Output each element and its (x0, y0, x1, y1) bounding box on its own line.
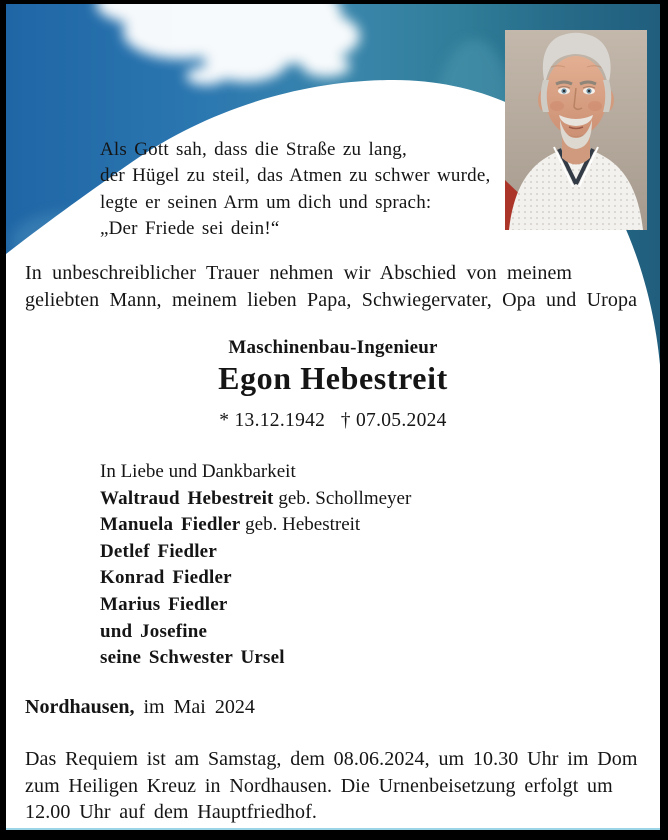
mourning-intro (25, 260, 637, 313)
family-line: Marius Fiedler (100, 593, 228, 615)
quote-line: der Hügel zu steil, das Atmen zu schwer wurde, (100, 165, 491, 187)
portrait-photo (505, 30, 647, 230)
family-line: Manuela Fiedler geb. Hebestreit (100, 514, 361, 536)
profession: Maschinenbau-Ingenieur (228, 337, 438, 358)
obituary-content (6, 4, 660, 830)
family-line: Detlef Fiedler (100, 540, 217, 562)
intro-line: In unbeschreiblicher Trauer nehmen wir Abschied von meinem (25, 262, 573, 284)
birth-death-dates: * 13.12.1942 † 07.05.2024 (219, 410, 447, 431)
intro-line: geliebten Mann, meinem lieben Papa, Schwiegervater, Opa und Uropa (25, 288, 638, 311)
family-line: seine Schwester Ursel (100, 647, 285, 669)
memorial-quote (100, 137, 490, 242)
place-and-date: Nordhausen, im Mai 2024 (25, 696, 255, 718)
quote-line: „Der Friede sei dein!“ (100, 217, 280, 239)
requiem-line: zum Heiligen Kreuz in Nordhausen. Die Urnenbeisetzung erfolgt um (25, 774, 613, 797)
deceased-name: Egon Hebestreit (218, 360, 448, 396)
requiem-line: Das Requiem ist am Samstag, dem 08.06.2024, um 10.30 Uhr im Dom (25, 748, 638, 770)
requiem-info (25, 746, 638, 826)
family-line: Konrad Fiedler (100, 567, 232, 589)
family-line: und Josefine (100, 620, 208, 642)
quote-line: legte er seinen Arm um dich und sprach: (100, 191, 432, 213)
bottom-accent-line (6, 828, 660, 830)
family-list (100, 459, 411, 672)
family-line: In Liebe und Dankbarkeit (100, 461, 296, 482)
requiem-line: 12.00 Uhr auf dem Hauptfriedhof. (25, 801, 317, 824)
family-line: Waltraud Hebestreit geb. Schollmeyer (100, 487, 412, 509)
quote-line: Als Gott sah, dass die Straße zu lang, (100, 139, 407, 160)
